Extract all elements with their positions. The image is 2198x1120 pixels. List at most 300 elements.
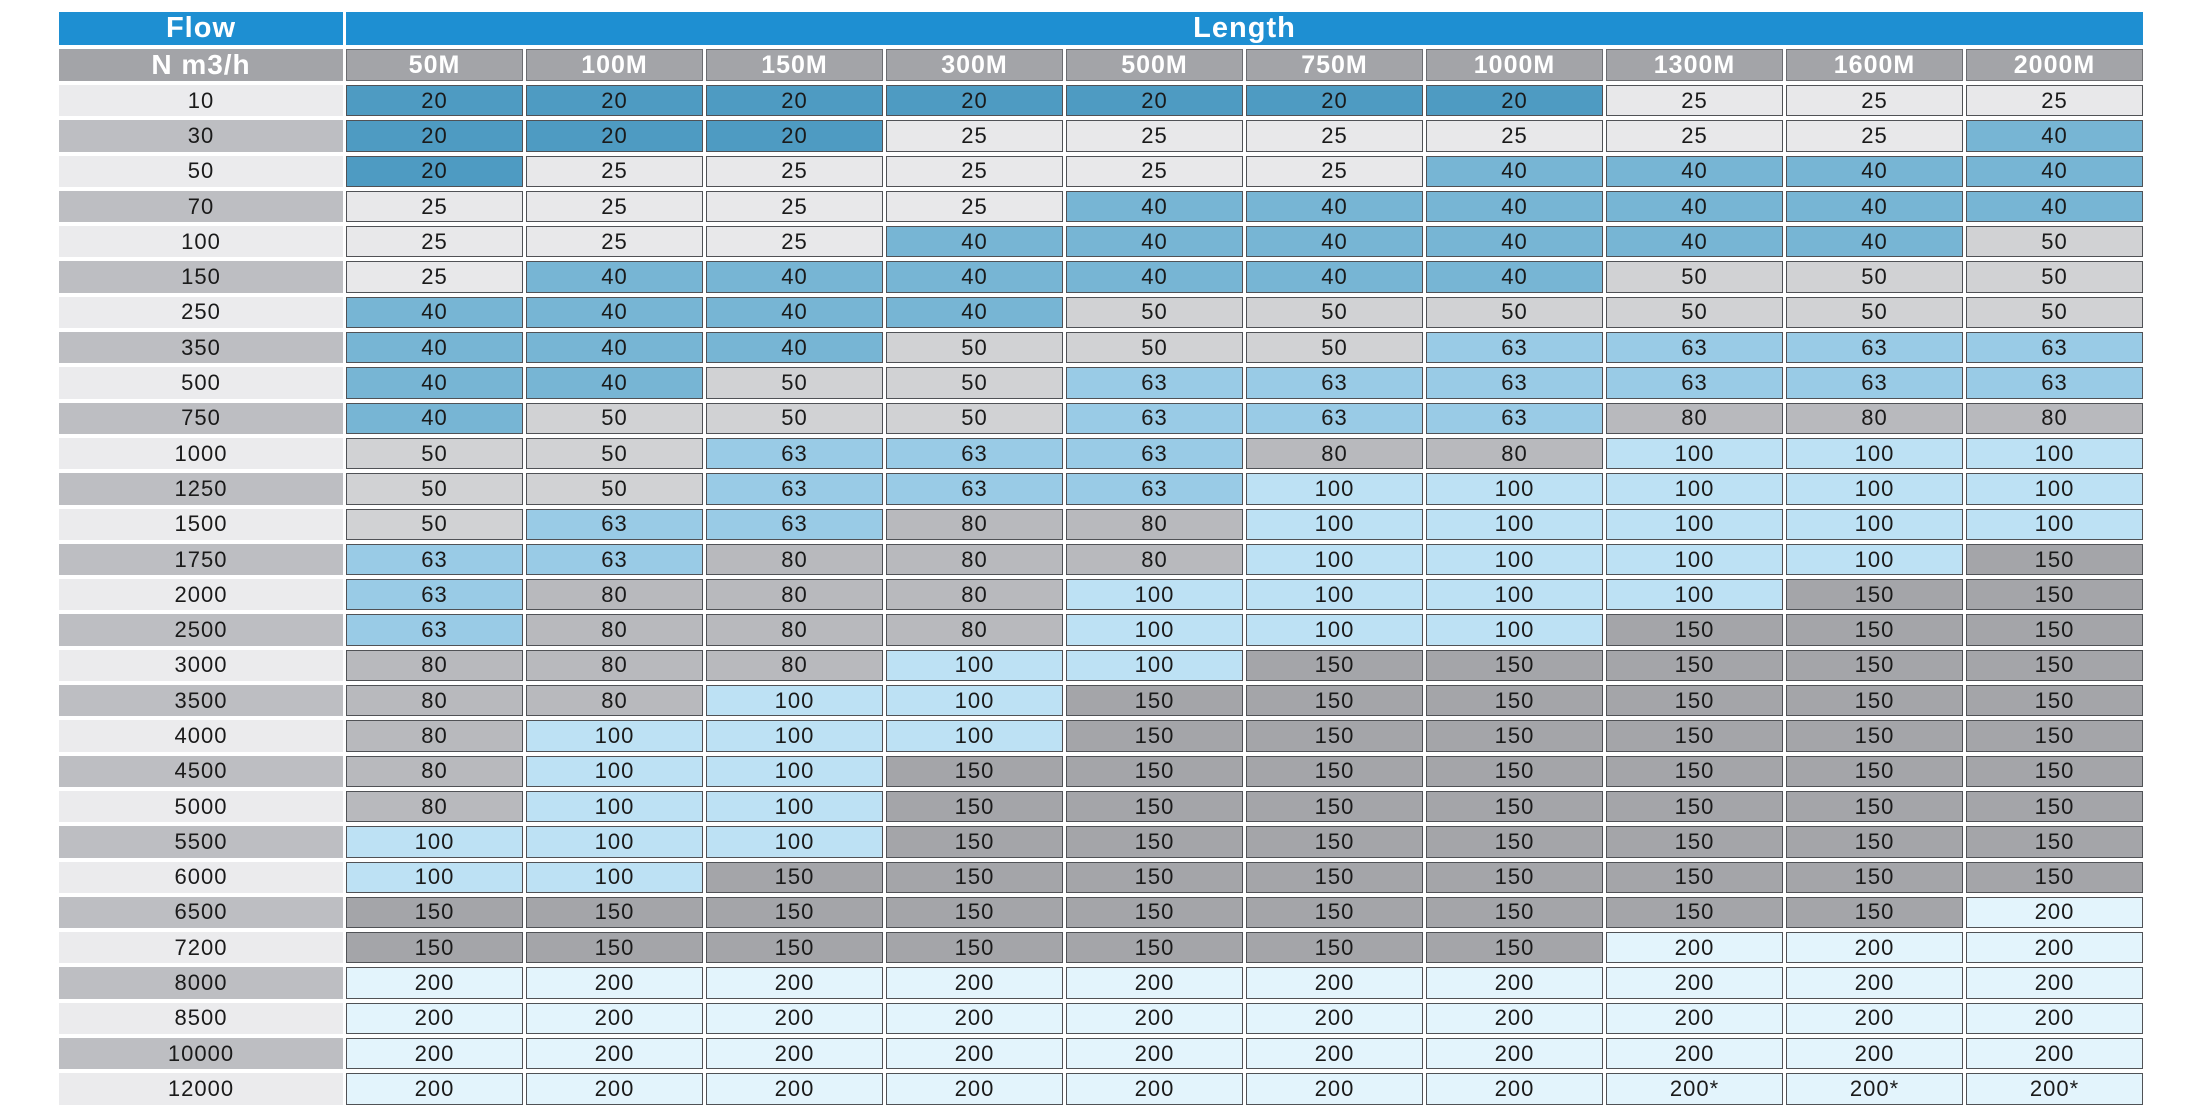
pipe-size-cell: 200 bbox=[346, 1073, 523, 1104]
pipe-size-cell: 80 bbox=[886, 579, 1063, 610]
pipe-size-cell: 40 bbox=[1426, 261, 1603, 292]
pipe-size-cell: 100 bbox=[706, 826, 883, 857]
pipe-size-cell: 40 bbox=[1066, 191, 1243, 222]
pipe-size-cell: 200 bbox=[1606, 1038, 1783, 1069]
pipe-size-cell: 80 bbox=[886, 614, 1063, 645]
pipe-size-cell: 150 bbox=[886, 826, 1063, 857]
table-row bbox=[59, 579, 2143, 610]
table-row bbox=[59, 614, 2143, 645]
flow-header: Flow bbox=[59, 12, 343, 45]
pipe-size-cell: 40 bbox=[1606, 191, 1783, 222]
pipe-size-cell: 50 bbox=[346, 473, 523, 504]
flow-value-cell: 750 bbox=[59, 403, 343, 434]
pipe-size-cell: 150 bbox=[1966, 720, 2143, 751]
pipe-size-cell: 63 bbox=[1246, 367, 1423, 398]
pipe-size-cell: 150 bbox=[886, 897, 1063, 928]
pipe-size-cell: 20 bbox=[346, 120, 523, 151]
pipe-size-cell: 150 bbox=[1606, 826, 1783, 857]
pipe-size-cell: 200 bbox=[706, 1073, 883, 1104]
pipe-size-cell: 40 bbox=[1606, 156, 1783, 187]
pipe-size-cell: 25 bbox=[346, 226, 523, 257]
pipe-size-cell: 40 bbox=[346, 403, 523, 434]
pipe-size-cell: 40 bbox=[1786, 226, 1963, 257]
table-body bbox=[59, 85, 2143, 1105]
pipe-size-cell: 100 bbox=[1426, 473, 1603, 504]
pipe-size-cell: 50 bbox=[346, 438, 523, 469]
pipe-size-cell: 200 bbox=[1246, 1073, 1423, 1104]
pipe-size-cell: 40 bbox=[1426, 156, 1603, 187]
flow-value-cell: 5000 bbox=[59, 791, 343, 822]
table-row bbox=[59, 1003, 2143, 1034]
pipe-size-cell: 63 bbox=[1966, 332, 2143, 363]
flow-value-cell: 3000 bbox=[59, 650, 343, 681]
pipe-size-cell: 200 bbox=[346, 1038, 523, 1069]
pipe-size-cell: 150 bbox=[1786, 826, 1963, 857]
pipe-size-cell: 40 bbox=[1066, 226, 1243, 257]
pipe-size-cell: 20 bbox=[706, 120, 883, 151]
pipe-size-cell: 25 bbox=[706, 191, 883, 222]
pipe-size-cell: 25 bbox=[886, 120, 1063, 151]
pipe-size-cell: 150 bbox=[1606, 685, 1783, 716]
pipe-size-cell: 63 bbox=[526, 509, 703, 540]
flow-value-cell: 2500 bbox=[59, 614, 343, 645]
pipe-size-cell: 25 bbox=[346, 191, 523, 222]
pipe-size-cell: 20 bbox=[1426, 85, 1603, 116]
pipe-size-cell: 80 bbox=[346, 791, 523, 822]
pipe-size-cell: 150 bbox=[1966, 791, 2143, 822]
pipe-size-cell: 20 bbox=[526, 85, 703, 116]
pipe-size-cell: 200 bbox=[1606, 1003, 1783, 1034]
pipe-size-cell: 63 bbox=[1426, 367, 1603, 398]
pipe-size-cell: 150 bbox=[1246, 720, 1423, 751]
pipe-size-cell: 100 bbox=[526, 826, 703, 857]
pipe-size-cell: 80 bbox=[1246, 438, 1423, 469]
pipe-size-cell: 150 bbox=[1606, 614, 1783, 645]
pipe-size-cell: 80 bbox=[1966, 403, 2143, 434]
length-column-header: 750M bbox=[1246, 49, 1423, 81]
pipe-size-cell: 25 bbox=[346, 261, 523, 292]
pipe-size-cell: 150 bbox=[1786, 897, 1963, 928]
pipe-size-cell: 80 bbox=[346, 685, 523, 716]
pipe-size-cell: 63 bbox=[1066, 403, 1243, 434]
flow-value-cell: 2000 bbox=[59, 579, 343, 610]
pipe-size-cell: 40 bbox=[346, 297, 523, 328]
table-row bbox=[59, 756, 2143, 787]
pipe-size-cell: 150 bbox=[1066, 897, 1243, 928]
pipe-size-cell: 150 bbox=[1606, 897, 1783, 928]
flow-value-cell: 100 bbox=[59, 226, 343, 257]
table-row bbox=[59, 85, 2143, 116]
pipe-size-cell: 150 bbox=[1606, 650, 1783, 681]
pipe-size-cell: 50 bbox=[886, 332, 1063, 363]
pipe-size-cell: 40 bbox=[1966, 120, 2143, 151]
table-row bbox=[59, 120, 2143, 151]
pipe-size-cell: 25 bbox=[1066, 156, 1243, 187]
pipe-size-cell: 100 bbox=[1606, 544, 1783, 575]
pipe-size-cell: 100 bbox=[1606, 509, 1783, 540]
flow-value-cell: 8000 bbox=[59, 967, 343, 998]
table-row bbox=[59, 509, 2143, 540]
pipe-size-cell: 200 bbox=[1066, 1073, 1243, 1104]
pipe-size-cell: 200 bbox=[706, 967, 883, 998]
pipe-size-cell: 100 bbox=[526, 862, 703, 893]
pipe-size-cell: 200 bbox=[886, 1003, 1063, 1034]
pipe-size-cell: 150 bbox=[886, 756, 1063, 787]
table-row bbox=[59, 897, 2143, 928]
pipe-size-cell: 150 bbox=[886, 932, 1063, 963]
pipe-size-cell: 150 bbox=[1066, 862, 1243, 893]
pipe-size-cell: 63 bbox=[1786, 367, 1963, 398]
pipe-size-cell: 150 bbox=[1786, 862, 1963, 893]
flow-value-cell: 4000 bbox=[59, 720, 343, 751]
pipe-size-cell: 63 bbox=[1426, 403, 1603, 434]
pipe-size-cell: 80 bbox=[526, 650, 703, 681]
pipe-size-cell: 100 bbox=[886, 650, 1063, 681]
pipe-size-cell: 20 bbox=[1246, 85, 1423, 116]
pipe-size-cell: 100 bbox=[526, 756, 703, 787]
pipe-size-cell: 150 bbox=[526, 897, 703, 928]
pipe-size-cell: 150 bbox=[1606, 756, 1783, 787]
pipe-size-cell: 50 bbox=[1966, 297, 2143, 328]
table-row bbox=[59, 1073, 2143, 1104]
pipe-size-cell: 200 bbox=[1786, 967, 1963, 998]
pipe-size-cell: 80 bbox=[526, 685, 703, 716]
pipe-size-cell: 80 bbox=[706, 579, 883, 610]
flow-value-cell: 1750 bbox=[59, 544, 343, 575]
pipe-size-cell: 200* bbox=[1786, 1073, 1963, 1104]
flow-value-cell: 50 bbox=[59, 156, 343, 187]
table-row bbox=[59, 720, 2143, 751]
pipe-size-cell: 25 bbox=[886, 191, 1063, 222]
pipe-size-cell: 150 bbox=[1966, 650, 2143, 681]
pipe-size-cell: 150 bbox=[1066, 932, 1243, 963]
pipe-size-cell: 100 bbox=[706, 791, 883, 822]
pipe-size-cell: 100 bbox=[886, 720, 1063, 751]
pipe-size-cell: 25 bbox=[526, 156, 703, 187]
pipe-size-cell: 100 bbox=[1066, 650, 1243, 681]
pipe-size-cell: 40 bbox=[1066, 261, 1243, 292]
pipe-size-cell: 200 bbox=[526, 1073, 703, 1104]
pipe-size-cell: 150 bbox=[1426, 756, 1603, 787]
pipe-size-cell: 150 bbox=[1786, 579, 1963, 610]
pipe-size-cell: 200 bbox=[886, 1073, 1063, 1104]
pipe-size-cell: 50 bbox=[1786, 261, 1963, 292]
pipe-size-cell: 150 bbox=[1246, 897, 1423, 928]
pipe-size-cell: 80 bbox=[346, 756, 523, 787]
length-column-header: 50M bbox=[346, 49, 523, 81]
table-row bbox=[59, 862, 2143, 893]
pipe-size-cell: 100 bbox=[706, 720, 883, 751]
table-row bbox=[59, 826, 2143, 857]
pipe-size-cell: 40 bbox=[886, 297, 1063, 328]
pipe-size-cell: 50 bbox=[1786, 297, 1963, 328]
pipe-size-cell: 40 bbox=[1246, 226, 1423, 257]
pipe-size-cell: 150 bbox=[1246, 791, 1423, 822]
pipe-size-cell: 150 bbox=[1246, 650, 1423, 681]
pipe-size-cell: 200 bbox=[526, 967, 703, 998]
pipe-size-cell: 63 bbox=[346, 614, 523, 645]
pipe-size-cell: 200* bbox=[1606, 1073, 1783, 1104]
flow-value-cell: 1000 bbox=[59, 438, 343, 469]
pipe-size-cell: 40 bbox=[526, 332, 703, 363]
pipe-size-cell: 200 bbox=[346, 967, 523, 998]
flow-value-cell: 6000 bbox=[59, 862, 343, 893]
pipe-size-cell: 100 bbox=[1246, 614, 1423, 645]
pipe-size-cell: 150 bbox=[1426, 650, 1603, 681]
pipe-size-cell: 25 bbox=[1246, 156, 1423, 187]
pipe-size-cell: 100 bbox=[1246, 473, 1423, 504]
pipe-size-cell: 40 bbox=[346, 367, 523, 398]
pipe-size-cell: 150 bbox=[1246, 756, 1423, 787]
pipe-size-cell: 80 bbox=[706, 650, 883, 681]
pipe-size-cell: 50 bbox=[526, 473, 703, 504]
pipe-size-cell: 25 bbox=[1066, 120, 1243, 151]
pipe-size-cell: 63 bbox=[706, 438, 883, 469]
pipe-size-cell: 100 bbox=[1606, 438, 1783, 469]
table-row bbox=[59, 297, 2143, 328]
pipe-size-cell: 50 bbox=[706, 403, 883, 434]
pipe-size-cell: 200 bbox=[1966, 1003, 2143, 1034]
pipe-size-cell: 150 bbox=[1246, 932, 1423, 963]
table-row bbox=[59, 932, 2143, 963]
pipe-size-cell: 150 bbox=[1786, 614, 1963, 645]
pipe-size-cell: 80 bbox=[1426, 438, 1603, 469]
pipe-size-cell: 20 bbox=[346, 85, 523, 116]
pipe-size-cell: 100 bbox=[1966, 509, 2143, 540]
pipe-size-cell: 50 bbox=[1246, 297, 1423, 328]
pipe-size-cell: 150 bbox=[1066, 685, 1243, 716]
pipe-size-cell: 100 bbox=[1786, 509, 1963, 540]
pipe-size-cell: 40 bbox=[526, 367, 703, 398]
pipe-size-cell: 200 bbox=[526, 1038, 703, 1069]
table-row bbox=[59, 650, 2143, 681]
pipe-size-cell: 150 bbox=[1966, 614, 2143, 645]
pipe-size-cell: 25 bbox=[526, 191, 703, 222]
pipe-size-cell: 150 bbox=[1966, 826, 2143, 857]
pipe-size-cell: 100 bbox=[1426, 579, 1603, 610]
pipe-size-cell: 100 bbox=[526, 720, 703, 751]
flow-value-cell: 6500 bbox=[59, 897, 343, 928]
pipe-size-cell: 40 bbox=[1966, 191, 2143, 222]
table-row bbox=[59, 261, 2143, 292]
pipe-size-cell: 200 bbox=[1426, 967, 1603, 998]
pipe-size-cell: 100 bbox=[1606, 579, 1783, 610]
length-column-header: 150M bbox=[706, 49, 883, 81]
pipe-size-cell: 20 bbox=[706, 85, 883, 116]
pipe-size-cell: 150 bbox=[1426, 685, 1603, 716]
pipe-size-cell: 100 bbox=[1066, 579, 1243, 610]
flow-value-cell: 1500 bbox=[59, 509, 343, 540]
table-row bbox=[59, 685, 2143, 716]
flow-value-cell: 10000 bbox=[59, 1038, 343, 1069]
pipe-size-cell: 80 bbox=[346, 650, 523, 681]
pipe-size-cell: 150 bbox=[1966, 544, 2143, 575]
pipe-size-cell: 200* bbox=[1966, 1073, 2143, 1104]
pipe-size-cell: 80 bbox=[706, 614, 883, 645]
pipe-size-cell: 150 bbox=[1786, 685, 1963, 716]
table-row bbox=[59, 544, 2143, 575]
pipe-size-cell: 40 bbox=[886, 261, 1063, 292]
pipe-size-cell: 63 bbox=[1966, 367, 2143, 398]
pipe-size-cell: 200 bbox=[1426, 1003, 1603, 1034]
title-row bbox=[59, 12, 2143, 45]
pipe-size-cell: 50 bbox=[1246, 332, 1423, 363]
pipe-size-cell: 20 bbox=[1066, 85, 1243, 116]
pipe-size-cell: 150 bbox=[1426, 897, 1603, 928]
pipe-size-cell: 200 bbox=[1786, 932, 1963, 963]
flow-value-cell: 12000 bbox=[59, 1073, 343, 1104]
pipe-size-cell: 50 bbox=[1966, 226, 2143, 257]
pipe-size-cell: 50 bbox=[1606, 261, 1783, 292]
pipe-size-cell: 100 bbox=[1786, 473, 1963, 504]
table-row bbox=[59, 156, 2143, 187]
pipe-size-cell: 150 bbox=[1426, 791, 1603, 822]
pipe-size-cell: 150 bbox=[346, 932, 523, 963]
pipe-size-cell: 80 bbox=[346, 720, 523, 751]
pipe-size-cell: 150 bbox=[886, 862, 1063, 893]
flow-value-cell: 250 bbox=[59, 297, 343, 328]
flow-value-cell: 5500 bbox=[59, 826, 343, 857]
pipe-size-cell: 50 bbox=[1066, 297, 1243, 328]
flow-value-cell: 3500 bbox=[59, 685, 343, 716]
flow-value-cell: 30 bbox=[59, 120, 343, 151]
flow-value-cell: 10 bbox=[59, 85, 343, 116]
pipe-size-cell: 150 bbox=[1066, 720, 1243, 751]
pipe-size-cell: 200 bbox=[346, 1003, 523, 1034]
flow-value-cell: 1250 bbox=[59, 473, 343, 504]
pipe-size-cell: 200 bbox=[886, 1038, 1063, 1069]
pipe-size-cell: 40 bbox=[1426, 191, 1603, 222]
pipe-size-table bbox=[56, 8, 2146, 1109]
pipe-size-cell: 20 bbox=[346, 156, 523, 187]
pipe-size-cell: 150 bbox=[1786, 720, 1963, 751]
pipe-size-cell: 25 bbox=[886, 156, 1063, 187]
length-column-header: 1300M bbox=[1606, 49, 1783, 81]
pipe-size-cell: 63 bbox=[1246, 403, 1423, 434]
pipe-size-cell: 100 bbox=[346, 826, 523, 857]
table-row bbox=[59, 226, 2143, 257]
pipe-size-cell: 40 bbox=[1246, 191, 1423, 222]
pipe-size-cell: 80 bbox=[706, 544, 883, 575]
pipe-size-cell: 100 bbox=[1426, 614, 1603, 645]
pipe-size-cell: 200 bbox=[1606, 967, 1783, 998]
pipe-size-cell: 150 bbox=[1066, 756, 1243, 787]
pipe-size-cell: 200 bbox=[1966, 897, 2143, 928]
table-row bbox=[59, 473, 2143, 504]
pipe-size-cell: 200 bbox=[1066, 967, 1243, 998]
pipe-size-cell: 100 bbox=[1426, 509, 1603, 540]
pipe-size-cell: 40 bbox=[1246, 261, 1423, 292]
pipe-size-cell: 200 bbox=[1426, 1073, 1603, 1104]
pipe-size-cell: 150 bbox=[1426, 720, 1603, 751]
pipe-size-cell: 150 bbox=[886, 791, 1063, 822]
pipe-size-cell: 200 bbox=[1426, 1038, 1603, 1069]
pipe-size-cell: 200 bbox=[1246, 1003, 1423, 1034]
pipe-size-cell: 50 bbox=[526, 438, 703, 469]
table-row bbox=[59, 367, 2143, 398]
pipe-size-cell: 150 bbox=[1966, 685, 2143, 716]
pipe-size-cell: 80 bbox=[1606, 403, 1783, 434]
length-column-header: 1600M bbox=[1786, 49, 1963, 81]
pipe-size-cell: 25 bbox=[1426, 120, 1603, 151]
pipe-size-cell: 150 bbox=[1246, 862, 1423, 893]
pipe-size-cell: 200 bbox=[1246, 967, 1423, 998]
pipe-size-cell: 40 bbox=[1786, 191, 1963, 222]
table-row bbox=[59, 438, 2143, 469]
pipe-size-cell: 63 bbox=[526, 544, 703, 575]
pipe-size-cell: 150 bbox=[706, 932, 883, 963]
pipe-size-cell: 50 bbox=[1066, 332, 1243, 363]
pipe-size-cell: 40 bbox=[1966, 156, 2143, 187]
table-row bbox=[59, 191, 2143, 222]
table-row bbox=[59, 791, 2143, 822]
pipe-size-cell: 150 bbox=[526, 932, 703, 963]
flow-value-cell: 150 bbox=[59, 261, 343, 292]
pipe-size-cell: 80 bbox=[1066, 509, 1243, 540]
length-header: Length bbox=[346, 12, 2143, 45]
flow-value-cell: 500 bbox=[59, 367, 343, 398]
pipe-size-cell: 100 bbox=[706, 756, 883, 787]
pipe-size-cell: 50 bbox=[706, 367, 883, 398]
pipe-size-cell: 80 bbox=[886, 544, 1063, 575]
pipe-size-cell: 25 bbox=[1786, 120, 1963, 151]
length-column-header: 1000M bbox=[1426, 49, 1603, 81]
length-column-header: 100M bbox=[526, 49, 703, 81]
pipe-size-cell: 150 bbox=[1966, 862, 2143, 893]
pipe-size-cell: 100 bbox=[1966, 438, 2143, 469]
pipe-size-cell: 100 bbox=[706, 685, 883, 716]
pipe-size-cell: 200 bbox=[706, 1038, 883, 1069]
pipe-size-cell: 200 bbox=[1606, 932, 1783, 963]
pipe-size-cell: 25 bbox=[706, 156, 883, 187]
pipe-size-cell: 50 bbox=[886, 367, 1063, 398]
pipe-size-cell: 25 bbox=[1606, 85, 1783, 116]
pipe-size-cell: 50 bbox=[1606, 297, 1783, 328]
pipe-size-cell: 200 bbox=[1066, 1003, 1243, 1034]
pipe-size-cell: 25 bbox=[526, 226, 703, 257]
pipe-size-cell: 40 bbox=[526, 261, 703, 292]
pipe-size-cell: 200 bbox=[526, 1003, 703, 1034]
pipe-size-cell: 150 bbox=[706, 862, 883, 893]
pipe-size-cell: 40 bbox=[706, 261, 883, 292]
pipe-size-cell: 150 bbox=[1966, 579, 2143, 610]
pipe-size-cell: 200 bbox=[1786, 1038, 1963, 1069]
pipe-size-cell: 150 bbox=[1606, 862, 1783, 893]
pipe-size-cell: 150 bbox=[1246, 685, 1423, 716]
pipe-size-cell: 100 bbox=[346, 862, 523, 893]
pipe-size-cell: 150 bbox=[346, 897, 523, 928]
pipe-size-cell: 200 bbox=[886, 967, 1063, 998]
pipe-size-cell: 100 bbox=[1426, 544, 1603, 575]
pipe-size-cell: 200 bbox=[706, 1003, 883, 1034]
pipe-size-cell: 63 bbox=[1606, 332, 1783, 363]
pipe-size-cell: 100 bbox=[1786, 544, 1963, 575]
pipe-size-cell: 40 bbox=[1426, 226, 1603, 257]
pipe-size-cell: 20 bbox=[886, 85, 1063, 116]
pipe-size-cell: 100 bbox=[1066, 614, 1243, 645]
flow-value-cell: 8500 bbox=[59, 1003, 343, 1034]
table-row bbox=[59, 967, 2143, 998]
table-row bbox=[59, 332, 2143, 363]
pipe-size-cell: 40 bbox=[1606, 226, 1783, 257]
pipe-size-cell: 150 bbox=[1066, 791, 1243, 822]
pipe-size-cell: 40 bbox=[706, 332, 883, 363]
pipe-size-cell: 80 bbox=[1786, 403, 1963, 434]
flow-value-cell: 7200 bbox=[59, 932, 343, 963]
pipe-size-cell: 63 bbox=[706, 509, 883, 540]
pipe-size-cell: 100 bbox=[1246, 579, 1423, 610]
length-column-header: 300M bbox=[886, 49, 1063, 81]
